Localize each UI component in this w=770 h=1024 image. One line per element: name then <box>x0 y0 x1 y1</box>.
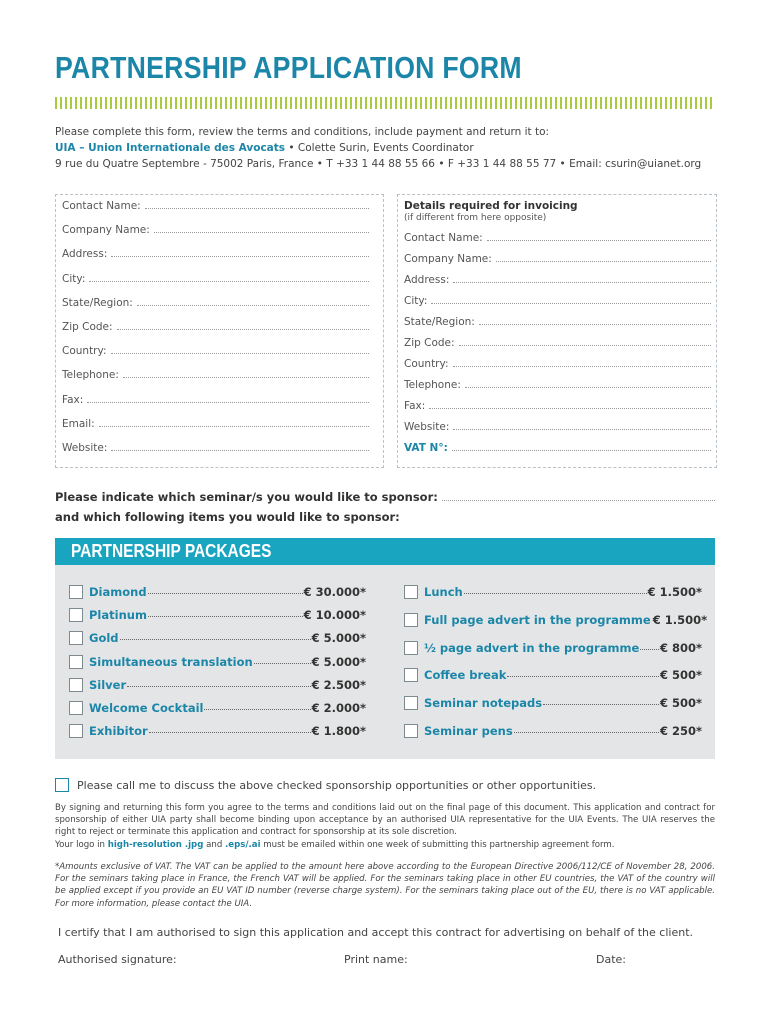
intro-line: Please complete this form, review the terms and conditions, include payment and return it to: <box>55 126 550 138</box>
contact-email-field[interactable] <box>62 418 369 430</box>
package-name: Seminar notepads <box>424 696 543 711</box>
contact-city-field-input[interactable] <box>89 280 369 282</box>
package-price: € 500* <box>659 668 702 683</box>
package-gold[interactable] <box>69 631 366 645</box>
package-name: Coffee break <box>424 668 507 683</box>
terms-text <box>55 802 715 851</box>
package-checkbox[interactable] <box>404 668 418 682</box>
leader-dots <box>543 704 659 705</box>
package-price: € 250* <box>659 724 702 738</box>
invoice-vatn-field-input[interactable] <box>452 449 711 451</box>
contact-contactname-field-label: Contact Name: <box>62 200 141 212</box>
package-price: € 2.500* <box>311 677 366 692</box>
package-checkbox[interactable] <box>404 724 418 738</box>
package-name: Platinum <box>89 608 147 623</box>
package-platinum[interactable] <box>69 608 366 622</box>
decorative-divider <box>55 97 715 109</box>
package-checkbox[interactable] <box>69 655 83 669</box>
seminar-label: Please indicate which seminar/s you would like to sponsor: <box>55 490 438 504</box>
seminar-input[interactable] <box>442 500 715 501</box>
contact-city-field[interactable] <box>62 273 369 285</box>
invoice-address-field-input[interactable] <box>453 281 711 283</box>
leader-dots <box>148 616 303 617</box>
contact-stateregion-field-label: State/Region: <box>62 296 133 309</box>
invoice-zipcode-field-label: Zip Code: <box>404 337 455 349</box>
invoice-zipcode-field[interactable] <box>404 337 711 349</box>
invoice-title: Details required for invoicing <box>404 200 578 212</box>
invoice-companyname-field-input[interactable] <box>496 260 711 262</box>
contact-country-field-input[interactable] <box>111 352 370 354</box>
contact-website-field-input[interactable] <box>111 449 369 451</box>
package-checkbox[interactable] <box>69 608 83 622</box>
organisation-name: UIA – Union Internationale des Avocats <box>55 142 286 154</box>
leader-dots <box>514 732 659 733</box>
call-me-option[interactable] <box>55 778 596 792</box>
contact-email-field-label: Email: <box>62 417 95 430</box>
contact-zipcode-field-label: Zip Code: <box>62 321 113 333</box>
page-title: PARTNERSHIP APPLICATION FORM <box>55 50 522 85</box>
contact-address-field-input[interactable] <box>111 255 369 257</box>
contact-companyname-field[interactable] <box>62 224 369 236</box>
intro-contact <box>55 142 474 154</box>
package-checkbox[interactable] <box>69 701 83 715</box>
package-price: € 5.000* <box>311 631 366 646</box>
invoice-companyname-field[interactable] <box>404 253 711 265</box>
package-coffee-break[interactable] <box>404 668 702 682</box>
package-price: € 5.000* <box>311 654 366 669</box>
seminar-question <box>55 490 715 504</box>
invoice-address-field-label: Address: <box>404 274 450 286</box>
invoice-address-field[interactable] <box>404 274 711 286</box>
invoice-stateregion-field-input[interactable] <box>479 323 711 325</box>
invoice-fax-field-label: Fax: <box>404 400 426 412</box>
invoice-contactname-field-input[interactable] <box>487 239 711 241</box>
package-name: Gold <box>89 631 119 646</box>
contact-country-field[interactable] <box>62 345 369 357</box>
contact-telephone-field-input[interactable] <box>123 376 369 378</box>
invoice-country-field-input[interactable] <box>453 365 712 367</box>
package-checkbox[interactable] <box>404 696 418 710</box>
package-name: Full page advert in the programme <box>424 612 651 627</box>
invoice-stateregion-field[interactable] <box>404 316 711 328</box>
package-price: € 10.000* <box>303 608 366 623</box>
package-price: € 1.800* <box>311 724 366 739</box>
invoice-telephone-field[interactable] <box>404 379 711 391</box>
contact-telephone-field-label: Telephone: <box>62 369 119 382</box>
leader-dots <box>127 686 310 687</box>
invoice-vatn-field-label: VAT N°: <box>404 442 448 454</box>
leader-dots <box>204 709 310 710</box>
leader-dots <box>464 593 647 594</box>
logo-note-format1: high-resolution .jpg <box>107 839 204 850</box>
contact-fax-field[interactable] <box>62 394 369 406</box>
invoice-country-field-label: Country: <box>404 358 449 370</box>
authorised-signature-field[interactable]: Authorised signature: <box>58 953 177 966</box>
invoice-companyname-field-label: Company Name: <box>404 253 492 265</box>
invoice-city-field-input[interactable] <box>431 302 711 304</box>
package-checkbox[interactable] <box>69 724 83 738</box>
package-checkbox[interactable] <box>69 585 83 599</box>
certification-statement: I certify that I am authorised to sign this application and accept this contract for advertising on behalf of the client. <box>58 926 693 939</box>
package-silver[interactable] <box>69 678 366 692</box>
invoice-country-field[interactable] <box>404 358 711 370</box>
contact-email-field-input[interactable] <box>99 425 369 427</box>
contact-website-field[interactable] <box>62 442 369 454</box>
invoice-city-field-label: City: <box>404 295 428 307</box>
intro-address: 9 rue du Quatre Septembre - 75002 Paris, France • T +33 1 44 88 55 66 • F +33 1 44 88 55 77 • Email: csurin@uianet.org <box>55 158 702 170</box>
package-name: Diamond <box>89 585 147 599</box>
package-diamond[interactable] <box>69 585 366 599</box>
package-price: € 1.500* <box>652 612 708 627</box>
leader-dots <box>148 593 303 594</box>
call-me-label: Please call me to discuss the above checked sponsorship opportunities or other opportunities. <box>77 778 597 792</box>
package-price: € 1.500* <box>647 585 702 599</box>
invoice-zipcode-field-input[interactable] <box>459 344 711 346</box>
package-name: Silver <box>89 677 127 692</box>
package-name: Exhibitor <box>89 724 148 739</box>
logo-note-post: must be emailed within one week of submitting this partnership agreement form. <box>260 839 615 850</box>
invoice-website-field-label: Website: <box>404 421 450 433</box>
contact-country-field-label: Country: <box>62 345 107 358</box>
coordinator: • Colette Surin, Events Coordinator <box>285 142 474 154</box>
package-name: Simultaneous translation <box>89 654 253 669</box>
contact-contactname-field[interactable] <box>62 200 369 212</box>
packages-header <box>55 538 715 565</box>
package-lunch[interactable] <box>404 585 702 599</box>
package-checkbox[interactable] <box>69 631 83 645</box>
package-checkbox[interactable] <box>404 585 418 599</box>
invoice-telephone-field-label: Telephone: <box>404 379 461 391</box>
package-name: Lunch <box>424 585 463 599</box>
contact-zipcode-field-input[interactable] <box>117 328 369 330</box>
package-exhibitor[interactable] <box>69 724 366 738</box>
contact-companyname-field-label: Company Name: <box>62 224 150 237</box>
invoice-vatn-field[interactable] <box>404 442 711 454</box>
package-checkbox[interactable] <box>404 613 418 627</box>
leader-dots <box>254 663 311 664</box>
invoice-fax-field[interactable] <box>404 400 711 412</box>
contact-zipcode-field[interactable] <box>62 321 369 333</box>
package-full-page-advert-in-the-programme[interactable] <box>404 612 708 627</box>
contact-stateregion-field-input[interactable] <box>137 304 369 306</box>
items-label: and which following items you would like to sponsor: <box>55 510 400 524</box>
contact-fax-field-label: Fax: <box>62 393 84 406</box>
contact-website-field-label: Website: <box>62 442 108 454</box>
invoice-subtitle: (if different from here opposite) <box>404 213 547 223</box>
package-checkbox[interactable] <box>404 641 418 655</box>
invoice-website-field-input[interactable] <box>453 428 711 430</box>
package-seminar-notepads[interactable] <box>404 696 702 710</box>
package-name: Welcome Cocktail <box>89 701 204 715</box>
package-welcome-cocktail[interactable] <box>69 701 366 715</box>
package-price: € 2.000* <box>311 701 366 715</box>
contact-address-field-label: Address: <box>62 248 108 261</box>
package-price: € 500* <box>659 696 702 711</box>
contact-companyname-field-input[interactable] <box>154 231 369 233</box>
package-name: ½ page advert in the programme <box>424 640 640 655</box>
logo-note-mid: and <box>203 839 226 850</box>
contact-stateregion-field[interactable] <box>62 297 369 309</box>
contact-city-field-label: City: <box>62 272 86 285</box>
call-me-checkbox[interactable] <box>55 778 69 792</box>
packages-heading: PARTNERSHIP PACKAGES <box>71 541 272 561</box>
contact-fax-field-input[interactable] <box>87 401 369 403</box>
invoice-stateregion-field-label: State/Region: <box>404 316 475 328</box>
invoice-contactname-field-label: Contact Name: <box>404 232 483 244</box>
leader-dots <box>507 676 659 677</box>
logo-note-format2: .eps/.ai <box>225 839 261 850</box>
contact-contactname-field-input[interactable] <box>145 207 369 209</box>
invoice-telephone-field-input[interactable] <box>465 386 711 388</box>
invoice-fax-field-input[interactable] <box>429 407 711 409</box>
leader-dots <box>640 649 659 650</box>
vat-note: *Amounts exclusive of VAT. The VAT can be applied to the amount here above according to the European Directive 2006/112/CE of November 28, 2006. For the seminars taking place in France, the French VAT will be applied. For the seminars taking place in other EU countries, the VAT of the country will be applied except if you provide an EU VAT ID number (reverse charge system). For the seminars taking place out of the EU, there is no VAT applicable. For more information, please contact the UIA. <box>55 862 715 909</box>
terms-paragraph: By signing and returning this form you agree to the terms and conditions laid out on the final page of this document. This application and contract for sponsorship of either UIA party shall become binding upon acceptance by an authorised UIA representative for the UIA Events. The UIA reserves the right to reject or terminate this application and contract for sponsorship at its sole discretion. <box>55 803 715 838</box>
contact-telephone-field[interactable] <box>62 369 369 381</box>
invoice-city-field[interactable] <box>404 295 711 307</box>
leader-dots <box>149 732 311 733</box>
logo-note-pre: Your logo in <box>55 839 108 850</box>
package-seminar-pens[interactable] <box>404 724 702 738</box>
invoice-contactname-field[interactable] <box>404 232 711 244</box>
date-field[interactable]: Date: <box>596 953 626 966</box>
contact-address-field[interactable] <box>62 248 369 260</box>
leader-dots <box>120 639 311 640</box>
package-simultaneous-translation[interactable] <box>69 655 366 669</box>
package-checkbox[interactable] <box>69 678 83 692</box>
package-price: € 800* <box>659 640 702 655</box>
print-name-field[interactable]: Print name: <box>344 953 408 966</box>
package-price: € 30.000* <box>303 585 366 599</box>
package-page-advert-in-the-programme[interactable] <box>404 641 702 655</box>
package-name: Seminar pens <box>424 724 513 738</box>
invoice-website-field[interactable] <box>404 421 711 433</box>
